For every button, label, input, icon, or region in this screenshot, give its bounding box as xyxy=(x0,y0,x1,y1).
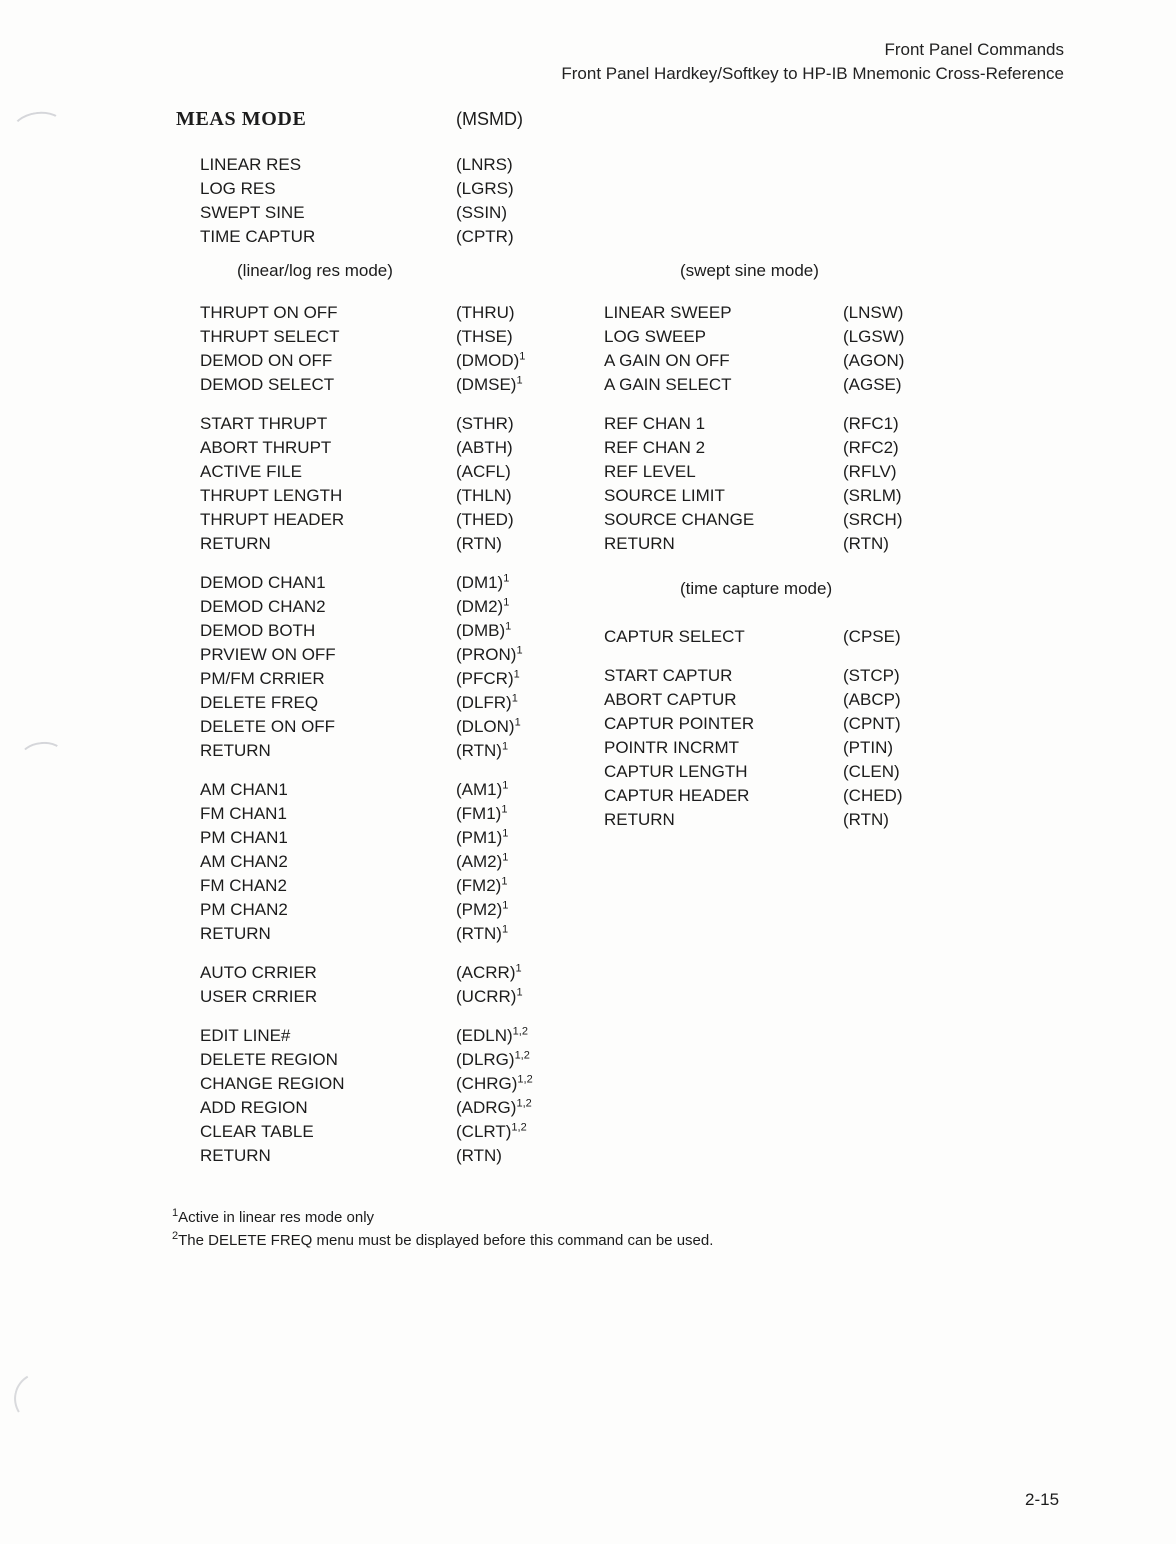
subheading-linear-log-res-mode: (linear/log res mode) xyxy=(237,261,393,280)
command-label: PRVIEW ON OFF xyxy=(200,645,336,664)
command-mnemonic: (PM2) xyxy=(456,900,503,919)
footnote-marker: 1 xyxy=(516,374,523,387)
command-row xyxy=(200,898,533,922)
command-label: PM/FM CRRIER xyxy=(200,669,325,688)
command-mnemonic: (RFC2) xyxy=(843,438,899,457)
command-mnemonic: (DMSE) xyxy=(456,375,517,394)
command-label: ACTIVE FILE xyxy=(200,462,303,481)
section-title: MEAS MODE xyxy=(176,108,307,130)
command-label: REF CHAN 2 xyxy=(604,438,706,457)
command-row xyxy=(200,225,514,249)
command-label: CAPTUR POINTER xyxy=(604,714,755,733)
command-row xyxy=(604,688,904,712)
left-column-command-groups xyxy=(200,301,533,1183)
command-label: START THRUPT xyxy=(200,414,328,433)
command-row xyxy=(200,922,533,946)
command-row xyxy=(604,412,904,436)
command-mnemonic: (RTN) xyxy=(843,534,889,553)
command-row xyxy=(200,1120,533,1144)
command-row xyxy=(200,850,533,874)
section-title-mnemonic: (MSMD) xyxy=(456,109,523,129)
command-label: FM CHAN2 xyxy=(200,876,287,895)
command-label: RETURN xyxy=(200,924,271,943)
footnote-marker: 1 xyxy=(516,644,523,657)
command-mnemonic: (DLRG) xyxy=(456,1050,515,1069)
command-mnemonic: (RFC1) xyxy=(843,414,899,433)
footnote-marker: 1,2 xyxy=(511,1121,527,1134)
command-mnemonic: (DM2) xyxy=(456,597,504,616)
command-row xyxy=(604,484,904,508)
meas-mode-list xyxy=(200,153,514,264)
page-header xyxy=(561,38,1064,86)
command-label: THRUPT LENGTH xyxy=(200,486,343,505)
command-mnemonic: (RTN) xyxy=(456,1146,502,1165)
command-label: RETURN xyxy=(604,810,675,829)
command-row xyxy=(200,1072,533,1096)
command-mnemonic: (CLEN) xyxy=(843,762,900,781)
command-row xyxy=(604,760,904,784)
command-row xyxy=(200,532,533,556)
footnote-marker: 1 xyxy=(511,692,518,705)
command-mnemonic: (PFCR) xyxy=(456,669,514,688)
command-row xyxy=(200,508,533,532)
command-group xyxy=(200,1024,533,1168)
command-mnemonic: (CHRG) xyxy=(456,1074,518,1093)
command-row xyxy=(200,595,533,619)
command-row xyxy=(200,325,533,349)
command-label: FM CHAN1 xyxy=(200,804,287,823)
command-group xyxy=(200,778,533,946)
command-mnemonic: (AM1) xyxy=(456,780,503,799)
command-label: THRUPT HEADER xyxy=(200,510,345,529)
subheading-swept-sine-mode: (swept sine mode) xyxy=(680,261,819,280)
command-mnemonic: (DLFR) xyxy=(456,693,512,712)
swept-sine-command-groups xyxy=(604,301,904,556)
footnote-marker: 1 xyxy=(519,350,526,363)
command-label: DELETE FREQ xyxy=(200,693,319,712)
command-mnemonic: (CLRT) xyxy=(456,1122,512,1141)
footnote-marker: 1 xyxy=(503,572,510,585)
command-label: DELETE REGION xyxy=(200,1050,338,1069)
footnote-marker: 1 xyxy=(502,899,509,912)
command-mnemonic: (STHR) xyxy=(456,414,514,433)
command-row xyxy=(200,153,514,177)
command-row xyxy=(200,1024,533,1048)
command-row xyxy=(604,301,904,325)
command-label: POINTR INCRMT xyxy=(604,738,740,757)
command-label: CAPTUR SELECT xyxy=(604,627,745,646)
command-group xyxy=(200,301,533,397)
command-label: DEMOD CHAN2 xyxy=(200,597,326,616)
command-row xyxy=(200,301,533,325)
command-row xyxy=(200,1096,533,1120)
footnote-marker: 1 xyxy=(501,875,508,888)
command-row xyxy=(200,826,533,850)
command-label: CAPTUR LENGTH xyxy=(604,762,748,781)
scan-artifact xyxy=(8,1366,75,1432)
command-mnemonic: (DLON) xyxy=(456,717,515,736)
command-mnemonic: (DMB) xyxy=(456,621,506,640)
command-label: ABORT THRUPT xyxy=(200,438,332,457)
footnote-marker: 1 xyxy=(516,986,523,999)
command-label: RETURN xyxy=(200,534,271,553)
command-mnemonic: (SSIN) xyxy=(456,203,507,222)
command-row xyxy=(200,739,533,763)
command-row xyxy=(200,349,533,373)
command-label: PM CHAN1 xyxy=(200,828,288,847)
command-label: THRUPT SELECT xyxy=(200,327,340,346)
command-label: RETURN xyxy=(604,534,675,553)
command-group xyxy=(200,961,533,1009)
command-row xyxy=(604,436,904,460)
command-label: SWEPT SINE xyxy=(200,203,305,222)
command-label: AUTO CRRIER xyxy=(200,963,317,982)
command-label: LINEAR SWEEP xyxy=(604,303,732,322)
scan-artifact xyxy=(10,109,66,148)
command-label: ADD REGION xyxy=(200,1098,308,1117)
command-mnemonic: (THRU) xyxy=(456,303,515,322)
command-row xyxy=(200,460,533,484)
command-mnemonic: (ACRR) xyxy=(456,963,516,982)
command-label: LOG RES xyxy=(200,179,276,198)
command-row xyxy=(200,802,533,826)
footnote-marker: 2 xyxy=(172,1230,179,1242)
command-row xyxy=(200,874,533,898)
command-row xyxy=(604,349,904,373)
command-mnemonic: (EDLN) xyxy=(456,1026,513,1045)
command-label: CHANGE REGION xyxy=(200,1074,345,1093)
command-label: SOURCE LIMIT xyxy=(604,486,725,505)
command-mnemonic: (DMOD) xyxy=(456,351,520,370)
command-row xyxy=(604,808,904,832)
command-label: DEMOD ON OFF xyxy=(200,351,333,370)
command-row xyxy=(200,201,514,225)
footnote-marker: 1 xyxy=(514,716,521,729)
page-number: 2-15 xyxy=(1025,1490,1060,1509)
command-mnemonic: (SRCH) xyxy=(843,510,903,529)
command-label: USER CRRIER xyxy=(200,987,318,1006)
command-row xyxy=(200,484,533,508)
command-row xyxy=(200,412,533,436)
command-row xyxy=(200,1144,533,1168)
command-mnemonic: (RTN) xyxy=(456,534,502,553)
command-mnemonic: (LGSW) xyxy=(843,327,905,346)
command-label: RETURN xyxy=(200,741,271,760)
footnote-marker: 1 xyxy=(501,923,509,936)
command-label: START CAPTUR xyxy=(604,666,733,685)
command-label: DEMOD CHAN1 xyxy=(200,573,326,592)
command-row xyxy=(604,712,904,736)
command-mnemonic: (AM2) xyxy=(456,852,503,871)
footnote-marker: 1 xyxy=(502,827,509,840)
command-label: LINEAR RES xyxy=(200,155,302,174)
subheading-time-capture-mode: (time capture mode) xyxy=(680,579,833,598)
command-mnemonic: (UCRR) xyxy=(456,987,517,1006)
command-mnemonic: (DM1) xyxy=(456,573,504,592)
command-label: ABORT CAPTUR xyxy=(604,690,737,709)
footnote-marker: 1 xyxy=(501,803,508,816)
footnotes xyxy=(172,1206,713,1252)
footnote-marker: 1 xyxy=(172,1207,179,1219)
command-mnemonic: (THED) xyxy=(456,510,514,529)
command-label: DEMOD BOTH xyxy=(200,621,316,640)
command-mnemonic: (FM1) xyxy=(456,804,502,823)
command-group xyxy=(200,153,514,249)
command-mnemonic: (PM1) xyxy=(456,828,503,847)
command-row xyxy=(604,508,904,532)
footnote-marker: 1,2 xyxy=(516,1097,532,1110)
footnote-marker: 1,2 xyxy=(512,1025,528,1038)
right-column xyxy=(604,301,904,847)
command-label: AM CHAN2 xyxy=(200,852,288,871)
command-mnemonic: (LNSW) xyxy=(843,303,904,322)
command-row xyxy=(200,643,533,667)
command-mnemonic: (THLN) xyxy=(456,486,512,505)
command-row xyxy=(200,571,533,595)
command-label: LOG SWEEP xyxy=(604,327,707,346)
command-row xyxy=(200,619,533,643)
command-label: THRUPT ON OFF xyxy=(200,303,338,322)
command-mnemonic: (AGSE) xyxy=(843,375,902,394)
command-mnemonic: (THSE) xyxy=(456,327,513,346)
section-title-row xyxy=(176,108,523,131)
command-row xyxy=(200,691,533,715)
command-row xyxy=(604,784,904,808)
command-group xyxy=(604,625,904,649)
footnote-marker: 1,2 xyxy=(517,1073,533,1086)
command-mnemonic: (LNRS) xyxy=(456,155,513,174)
command-label: REF CHAN 1 xyxy=(604,414,706,433)
footnote-marker: 1 xyxy=(502,779,509,792)
command-label: DELETE ON OFF xyxy=(200,717,336,736)
footnote-marker: 1,2 xyxy=(514,1049,530,1062)
command-row xyxy=(604,532,904,556)
command-row xyxy=(604,736,904,760)
command-label: DEMOD SELECT xyxy=(200,375,335,394)
command-row xyxy=(200,177,514,201)
time-capture-command-groups xyxy=(604,625,904,832)
header-line-2: Front Panel Hardkey/Softkey to HP-IB Mnemonic Cross-Reference xyxy=(561,64,1064,83)
footnote-marker: 1 xyxy=(502,851,509,864)
command-group xyxy=(200,571,533,763)
command-label: CLEAR TABLE xyxy=(200,1122,314,1141)
command-mnemonic: (LGRS) xyxy=(456,179,514,198)
command-mnemonic: (ADRG) xyxy=(456,1098,517,1117)
command-row xyxy=(200,778,533,802)
command-row xyxy=(200,985,533,1009)
command-row xyxy=(200,961,533,985)
command-row xyxy=(604,373,904,397)
footnote-text: Active in linear res mode only xyxy=(178,1209,375,1226)
footnote-marker: 1 xyxy=(513,668,520,681)
command-label: A GAIN ON OFF xyxy=(604,351,730,370)
command-row xyxy=(604,460,904,484)
command-mnemonic: (RTN) xyxy=(843,810,889,829)
footnote-marker: 1 xyxy=(503,596,510,609)
command-mnemonic: (RTN) xyxy=(456,741,502,760)
footnote-marker: 1 xyxy=(515,962,522,975)
footnote-1 xyxy=(172,1206,713,1229)
command-mnemonic: (CPNT) xyxy=(843,714,901,733)
command-row xyxy=(200,436,533,460)
command-row xyxy=(604,625,904,649)
command-mnemonic: (STCP) xyxy=(843,666,900,685)
command-group xyxy=(604,664,904,832)
command-label: AM CHAN1 xyxy=(200,780,288,799)
command-row xyxy=(604,325,904,349)
command-label: EDIT LINE# xyxy=(200,1026,291,1045)
command-mnemonic: (CHED) xyxy=(843,786,903,805)
footnote-2 xyxy=(172,1229,713,1252)
footnote-marker: 1 xyxy=(501,740,509,753)
scan-artifact xyxy=(19,740,66,772)
command-group xyxy=(604,412,904,556)
command-mnemonic: (ACFL) xyxy=(456,462,511,481)
command-mnemonic: (PTIN) xyxy=(843,738,894,757)
command-label: TIME CAPTUR xyxy=(200,227,316,246)
command-label: CAPTUR HEADER xyxy=(604,786,750,805)
footnote-text: The DELETE FREQ menu must be displayed before this command can be used. xyxy=(178,1232,714,1249)
command-mnemonic: (CPTR) xyxy=(456,227,514,246)
command-label: PM CHAN2 xyxy=(200,900,288,919)
command-row xyxy=(200,715,533,739)
command-label: SOURCE CHANGE xyxy=(604,510,755,529)
command-mnemonic: (PRON) xyxy=(456,645,517,664)
command-row xyxy=(200,667,533,691)
command-label: RETURN xyxy=(200,1146,271,1165)
command-label: REF LEVEL xyxy=(604,462,696,481)
command-row xyxy=(200,373,533,397)
command-group xyxy=(200,412,533,556)
command-mnemonic: (SRLM) xyxy=(843,486,902,505)
command-label: A GAIN SELECT xyxy=(604,375,732,394)
command-row xyxy=(200,1048,533,1072)
command-mnemonic: (CPSE) xyxy=(843,627,901,646)
command-group xyxy=(604,301,904,397)
command-mnemonic: (ABCP) xyxy=(843,690,901,709)
command-mnemonic: (RFLV) xyxy=(843,462,897,481)
footnote-marker: 1 xyxy=(505,620,512,633)
command-mnemonic: (ABTH) xyxy=(456,438,513,457)
command-mnemonic: (AGON) xyxy=(843,351,905,370)
command-mnemonic: (FM2) xyxy=(456,876,502,895)
command-mnemonic: (RTN) xyxy=(456,924,502,943)
command-row xyxy=(604,664,904,688)
header-line-1: Front Panel Commands xyxy=(884,40,1064,59)
